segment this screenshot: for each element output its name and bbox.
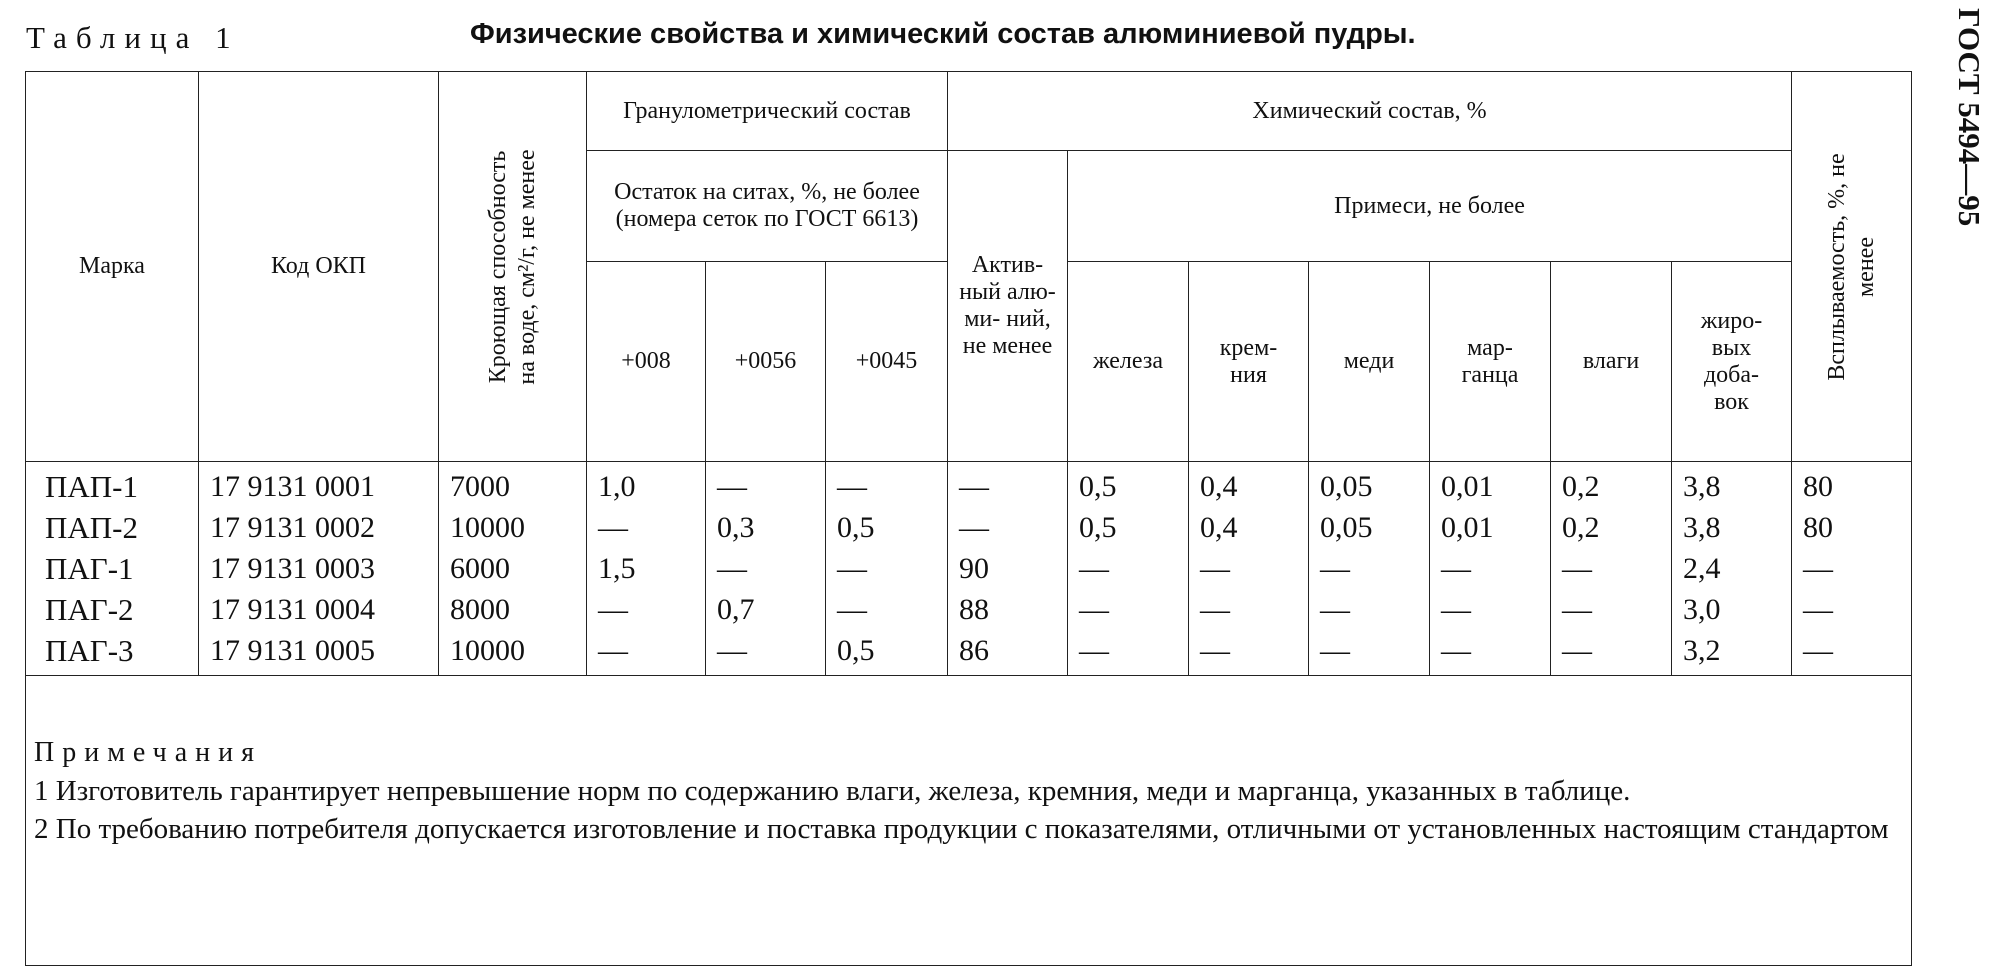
col-copper: 0,05 0,05 — — — <box>1309 462 1430 676</box>
header-moisture: влаги <box>1551 262 1672 462</box>
header-kod-okp: Код ОКП <box>199 72 439 462</box>
col-marka: ПАП-1 ПАП-2 ПАГ-1 ПАГ-2 ПАГ-3 <box>26 462 199 676</box>
table-label: Таблица 1 <box>26 20 240 55</box>
properties-table <box>25 71 1912 966</box>
col-sieve-008: 1,0 — 1,5 — — <box>587 462 706 676</box>
header-chemical-composition: Химический состав, % <box>948 72 1792 151</box>
col-manganese: 0,01 0,01 — — — <box>1430 462 1551 676</box>
note-1: 1 Изготовитель гарантирует непревышение норм по содержанию влаги, железа, кремния, меди и марганца, указанных в таблице. <box>34 775 1631 807</box>
col-covering-power: 7000 10000 6000 8000 10000 <box>439 462 587 676</box>
header-iron: железа <box>1068 262 1189 462</box>
header-silicon: крем- ния <box>1189 262 1309 462</box>
col-sieve-0056: — 0,3 — 0,7 — <box>706 462 826 676</box>
col-active-aluminium: — — 90 88 86 <box>948 462 1068 676</box>
header-marka: Марка <box>26 72 199 462</box>
header-active-aluminium: Актив- ный алю- ми- ний, не менее <box>948 151 1068 462</box>
header-sieve-0045: +0045 <box>826 262 948 462</box>
table-title: Физические свойства и химический состав алюминиевой пудры. <box>470 18 1416 50</box>
notes-row <box>26 676 1912 966</box>
col-silicon: 0,4 0,4 — — — <box>1189 462 1309 676</box>
col-sieve-0045: — 0,5 — — 0,5 <box>826 462 948 676</box>
header-impurities: Примеси, не более <box>1068 151 1792 262</box>
header-covering-power: Кроющая способность на воде, см²/г, не менее <box>439 72 587 462</box>
header-floatability: Всплываемость, %, не менее <box>1792 72 1912 462</box>
header-sieve-008: +008 <box>587 262 706 462</box>
header-fatty-additives: жиро- вых доба- вок <box>1672 262 1792 462</box>
col-floatability: 80 80 — — — <box>1792 462 1912 676</box>
table-data-row <box>26 462 1912 676</box>
header-granulometry: Гранулометрический состав <box>587 72 948 151</box>
col-iron: 0,5 0,5 — — — <box>1068 462 1189 676</box>
notes-cell <box>26 676 1912 966</box>
header-sieve-residue: Остаток на ситах, %, не более (номера сеток по ГОСТ 6613) <box>587 151 948 262</box>
col-kod-okp: 17 9131 0001 17 9131 0002 17 9131 0003 17 9131 0004 17 9131 0005 <box>199 462 439 676</box>
header-copper: меди <box>1309 262 1430 462</box>
col-fatty-additives: 3,8 3,8 2,4 3,0 3,2 <box>1672 462 1792 676</box>
header-sieve-0056: +0056 <box>706 262 826 462</box>
header-manganese: мар- ганца <box>1430 262 1551 462</box>
notes-heading: Примечания <box>34 737 263 768</box>
col-moisture: 0,2 0,2 — — — <box>1551 462 1672 676</box>
note-2: 2 По требованию потребителя допускается изготовление и поставка продукции с показателями, отличными от установленных настоящим стандартом <box>34 813 1889 845</box>
